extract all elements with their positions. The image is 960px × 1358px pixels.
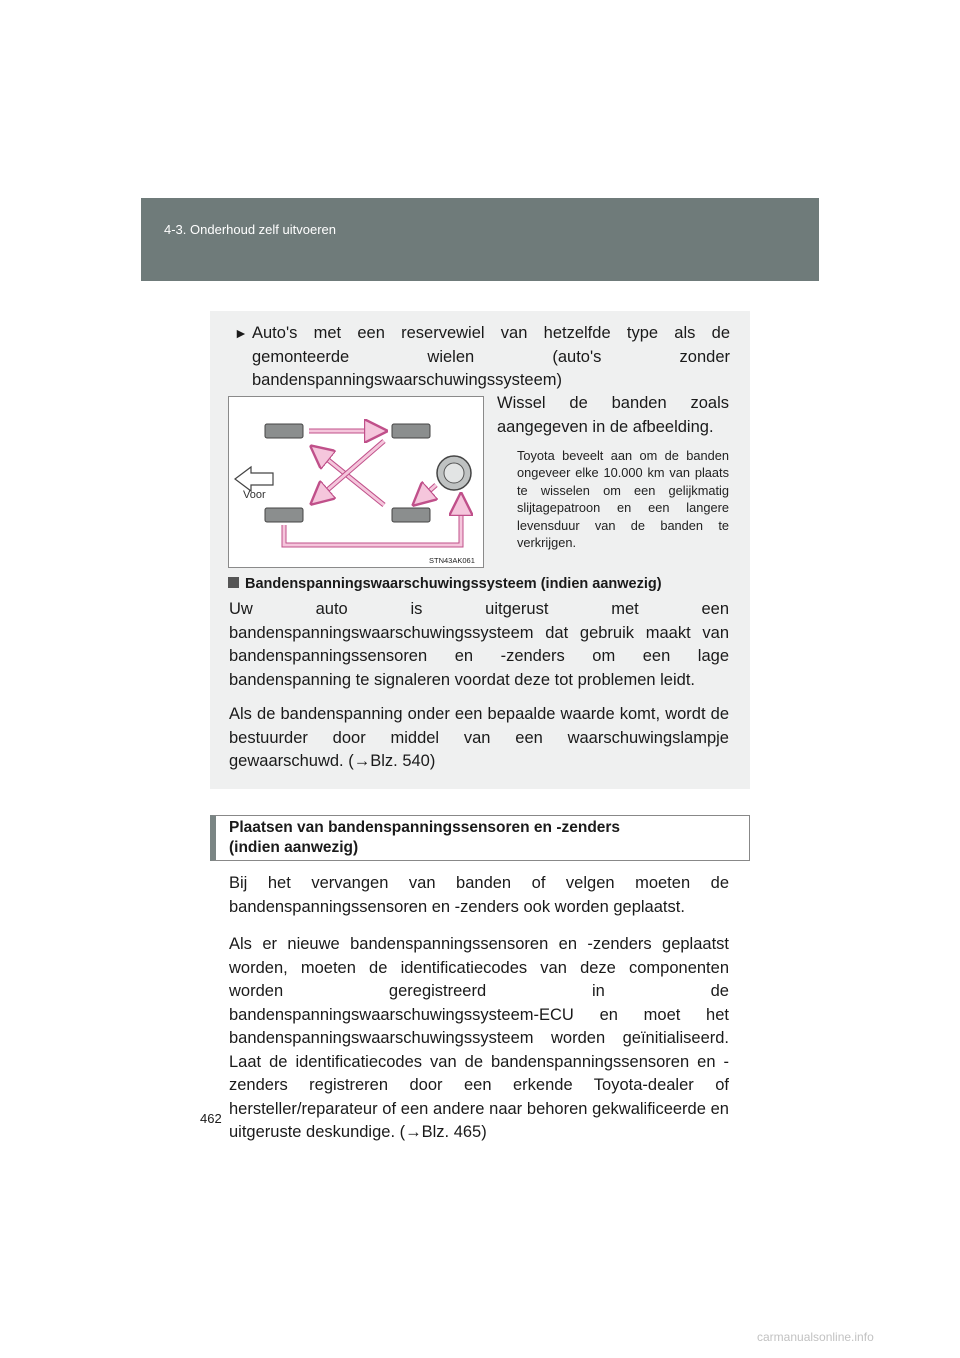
tire-rotation-figure bbox=[228, 396, 484, 568]
tpms-paragraph-2: Als de bandenspanning onder een bepaalde waarde komt, wordt de bestuurder door middel van een waarschuwingslampje gewaarschuwd. (→Blz. 540) bbox=[229, 705, 729, 770]
tpms-heading-text: Bandenspanningswaarschuwingssysteem (indien aanwezig) bbox=[245, 576, 662, 592]
tpms-heading bbox=[228, 576, 662, 592]
square-bullet-icon bbox=[228, 577, 239, 588]
rotation-note: Toyota beveelt aan om de banden ongeveer elke 10.000 km van plaats te wisselen om een gelijkmatig slijtagepatroon en een langere levensduur van de banden te verkrijgen. bbox=[517, 448, 729, 551]
section-title-line-2: (indien aanwezig) bbox=[229, 839, 359, 856]
rotation-instruction: Wissel de banden zoals aangegeven in de afbeelding. bbox=[497, 394, 729, 436]
tire-rear-left bbox=[392, 424, 430, 438]
section-heading-box bbox=[210, 815, 750, 861]
chapter-header bbox=[141, 198, 819, 281]
arrow-rear-right-to-front-left bbox=[317, 451, 384, 505]
watermark: carmanualsonline.info bbox=[757, 1330, 874, 1344]
sensor-paragraph-1: Bij het vervangen van banden of velgen moeten de bandenspanningssensoren en -zenders ook worden geplaatst. bbox=[229, 874, 729, 916]
figure-code: STN43AK061 bbox=[429, 556, 475, 565]
arrow-front-right-to-spare bbox=[284, 501, 461, 545]
rotation-diagram bbox=[229, 397, 483, 567]
arrow-spare-to-rear-right bbox=[419, 485, 436, 500]
front-direction-arrow-icon bbox=[235, 467, 273, 491]
section-title bbox=[229, 818, 620, 858]
page-number: 462 bbox=[200, 1111, 222, 1126]
triangle-bullet-icon: ► bbox=[234, 325, 248, 341]
tire-front-left bbox=[265, 424, 303, 438]
arrow-rear-left-to-front-right bbox=[317, 441, 384, 499]
bullet-item bbox=[234, 322, 730, 393]
tpms-paragraph-1: Uw auto is uitgerust met een bandenspanningswaarschuwingssysteem dat gebruik maakt van bandenspanningssensoren en -zenders om een lage bandenspanning te signaleren voordat deze tot problemen leidt. bbox=[229, 600, 729, 689]
front-label: Voor bbox=[243, 489, 266, 501]
tire-front-right bbox=[265, 508, 303, 522]
header-section-title: 4-3. Onderhoud zelf uitvoeren bbox=[164, 222, 336, 237]
bullet-text: Auto's met een reservewiel van hetzelfde type als de gemonteerde wielen (auto's zonder bandenspanningswaarschuwingssysteem) bbox=[252, 324, 730, 389]
tire-rear-right bbox=[392, 508, 430, 522]
sensor-paragraph-2: Als er nieuwe bandenspanningssensoren en -zenders geplaatst worden, moeten de identificatiecodes van deze componenten worden geregistreerd in de bandenspanningswaarschuwingssysteem-ECU en moet het bandenspanningswaarschuwingssysteem worden geïnitialiseerd. Laat de identificatiecodes van de bandenspanningssensoren en -zenders registreren door een erkende Toyota-dealer of hersteller/reparateur of een andere naar behoren gekwalificeerde en uitgeruste deskundige. (→Blz. 465) bbox=[229, 935, 729, 1141]
section-title-line-1: Plaatsen van bandenspanningssensoren en -zenders bbox=[229, 819, 621, 836]
